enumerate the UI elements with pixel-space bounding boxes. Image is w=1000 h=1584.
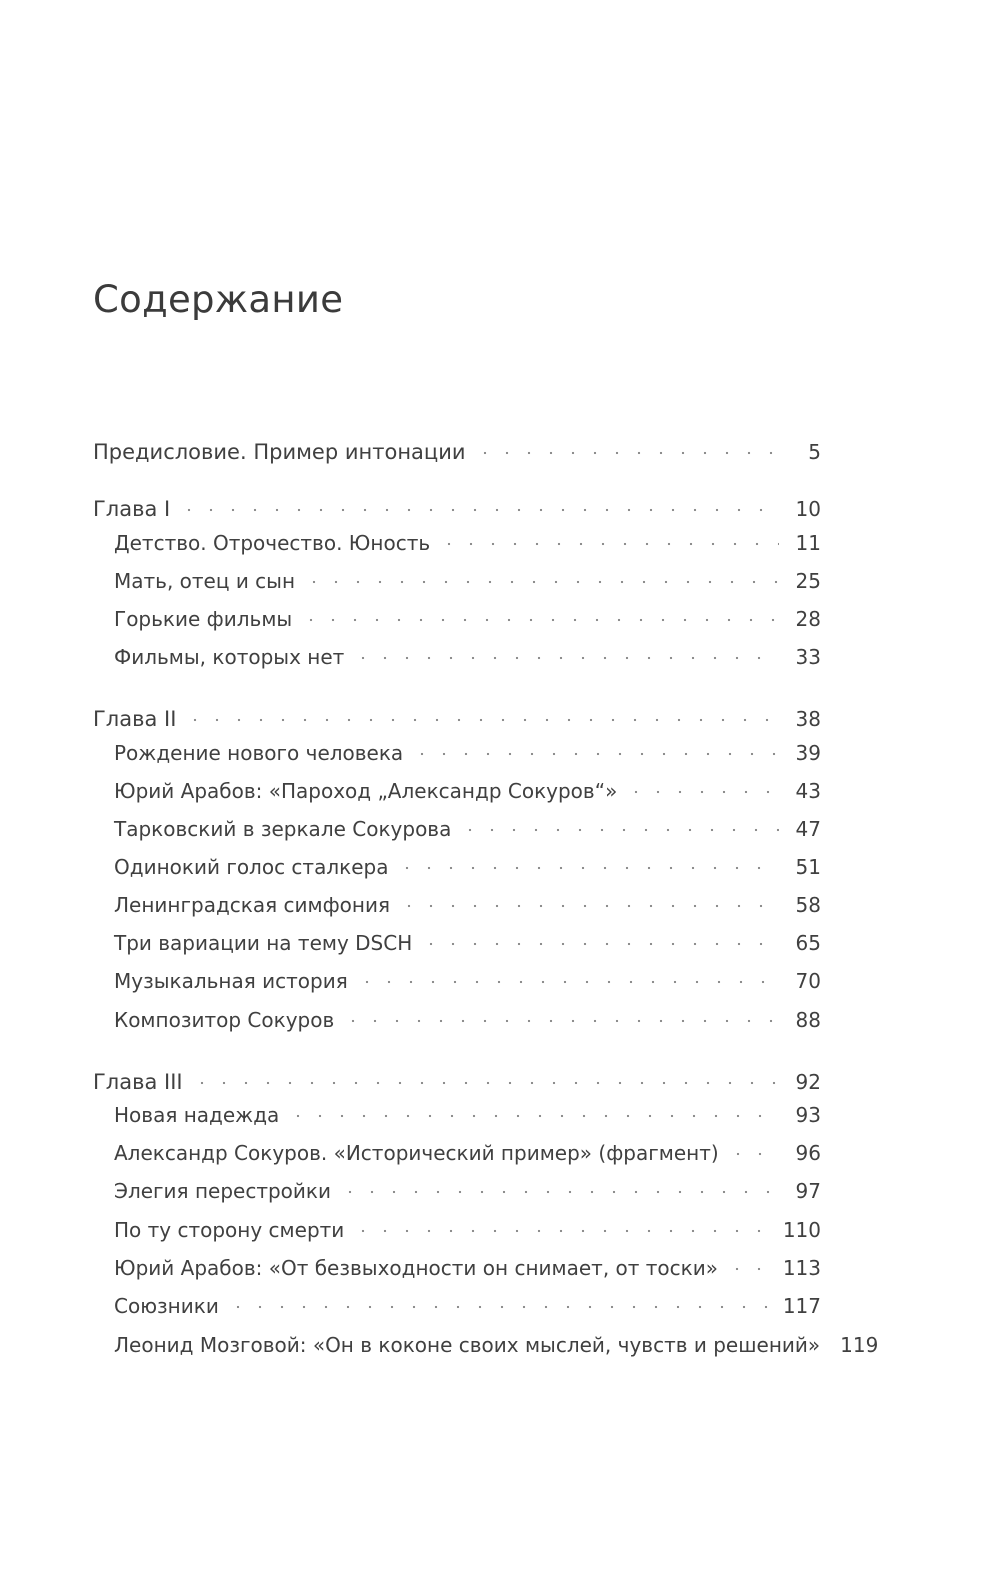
dot-leader xyxy=(184,718,779,722)
toc-page-number: 92 xyxy=(795,1070,821,1094)
toc-page-number: 113 xyxy=(782,1256,821,1280)
dot-leader xyxy=(300,618,779,622)
page-title: Содержание xyxy=(93,278,344,321)
toc-page-number: 96 xyxy=(795,1141,821,1165)
toc-entry-title: Композитор Сокуров xyxy=(114,1008,335,1032)
toc-entry-title: Юрий Арабов: «Пароход „Александр Сокуров“» xyxy=(114,779,618,803)
dot-leader xyxy=(342,1019,779,1023)
toc-page-number: 47 xyxy=(795,817,821,841)
toc-chapter-entry xyxy=(93,1070,821,1094)
toc-entry-title: Союзники xyxy=(114,1294,219,1318)
toc-page-number: 58 xyxy=(795,893,821,917)
toc-page-number: 5 xyxy=(808,440,821,464)
toc-page-number: 119 xyxy=(840,1333,879,1357)
toc-page-number: 88 xyxy=(795,1008,821,1032)
toc-entry-title: Музыкальная история xyxy=(114,969,348,993)
dot-leader xyxy=(352,656,779,660)
toc-section-entry xyxy=(93,1218,821,1242)
dot-leader xyxy=(411,752,779,756)
toc-section-entry xyxy=(93,1179,821,1203)
toc-section-entry xyxy=(93,1333,879,1357)
toc-entry-title: Рождение нового человека xyxy=(114,741,404,765)
toc-section-entry xyxy=(93,779,821,803)
toc-entry-title: Три вариации на тему DSCH xyxy=(114,931,413,955)
toc-entry-title: Ленинградская симфония xyxy=(114,893,391,917)
toc-section-entry xyxy=(93,607,821,631)
toc-section-entry xyxy=(93,1256,821,1280)
dot-leader xyxy=(356,980,779,984)
dot-leader xyxy=(303,580,779,584)
toc-section-entry xyxy=(93,817,821,841)
toc-section-entry xyxy=(93,645,821,669)
toc-page-number: 51 xyxy=(795,855,821,879)
dot-leader xyxy=(396,866,779,870)
toc-entry-title: Тарковский в зеркале Сокурова xyxy=(114,817,452,841)
dot-leader xyxy=(227,1305,771,1309)
toc-section-entry xyxy=(93,931,821,955)
dot-leader xyxy=(287,1114,779,1118)
dot-leader xyxy=(625,790,779,794)
dot-leader xyxy=(178,508,779,512)
dot-leader xyxy=(727,1152,779,1156)
dot-leader xyxy=(459,828,779,832)
dot-leader xyxy=(352,1229,771,1233)
toc-section-entry xyxy=(93,1141,821,1165)
toc-entry-title: По ту сторону смерти xyxy=(114,1218,345,1242)
toc-entry-title: Леонид Мозговой: «Он в коконе своих мыслей, чувств и решений» xyxy=(114,1333,821,1357)
toc-section-entry xyxy=(93,1008,821,1032)
toc-page-number: 33 xyxy=(795,645,821,669)
toc-page-number: 39 xyxy=(795,741,821,765)
toc-section-entry xyxy=(93,741,821,765)
toc-page-number: 28 xyxy=(795,607,821,631)
dot-leader xyxy=(438,542,779,546)
toc-page-number: 117 xyxy=(782,1294,821,1318)
toc-section-entry xyxy=(93,569,821,593)
toc-section-entry xyxy=(93,969,821,993)
toc-entry-title: Новая надежда xyxy=(114,1103,280,1127)
dot-leader xyxy=(420,942,779,946)
toc-section-entry xyxy=(93,531,821,555)
toc-chapter-entry xyxy=(93,440,821,464)
dot-leader xyxy=(339,1190,779,1194)
toc-page-number: 43 xyxy=(795,779,821,803)
toc-entry-title: Мать, отец и сын xyxy=(114,569,296,593)
toc-entry-title: Горькие фильмы xyxy=(114,607,293,631)
toc-page-number: 10 xyxy=(795,497,821,521)
dot-leader xyxy=(398,904,779,908)
toc-entry-title: Детство. Отрочество. Юность xyxy=(114,531,431,555)
toc-entry-title: Глава I xyxy=(93,497,171,521)
dot-leader xyxy=(191,1081,779,1085)
toc-page-number: 70 xyxy=(795,969,821,993)
toc-chapter-entry xyxy=(93,707,821,731)
toc-entry-title: Элегия перестройки xyxy=(114,1179,331,1203)
toc-page-number: 110 xyxy=(782,1218,821,1242)
toc-page-number: 93 xyxy=(795,1103,821,1127)
toc-section-entry xyxy=(93,1294,821,1318)
toc-section-entry xyxy=(93,855,821,879)
toc-section-entry xyxy=(93,1103,821,1127)
toc-entry-title: Александр Сокуров. «Исторический пример» (фрагмент) xyxy=(114,1141,719,1165)
toc-chapter-entry xyxy=(93,497,821,521)
toc-page-number: 38 xyxy=(795,707,821,731)
dot-leader xyxy=(726,1267,771,1271)
toc-page-number: 65 xyxy=(795,931,821,955)
toc-entry-title: Глава III xyxy=(93,1070,183,1094)
toc-page-number: 25 xyxy=(795,569,821,593)
toc-entry-title: Одинокий голос сталкера xyxy=(114,855,389,879)
toc-entry-title: Глава II xyxy=(93,707,177,731)
toc-page-number: 11 xyxy=(795,531,821,555)
toc-entry-title: Юрий Арабов: «От безвыходности он снимает, от тоски» xyxy=(114,1256,718,1280)
toc-page-number: 97 xyxy=(795,1179,821,1203)
toc-entry-title: Предисловие. Пример интонации xyxy=(93,440,466,464)
toc-section-entry xyxy=(93,893,821,917)
dot-leader xyxy=(474,451,779,455)
toc-entry-title: Фильмы, которых нет xyxy=(114,645,345,669)
